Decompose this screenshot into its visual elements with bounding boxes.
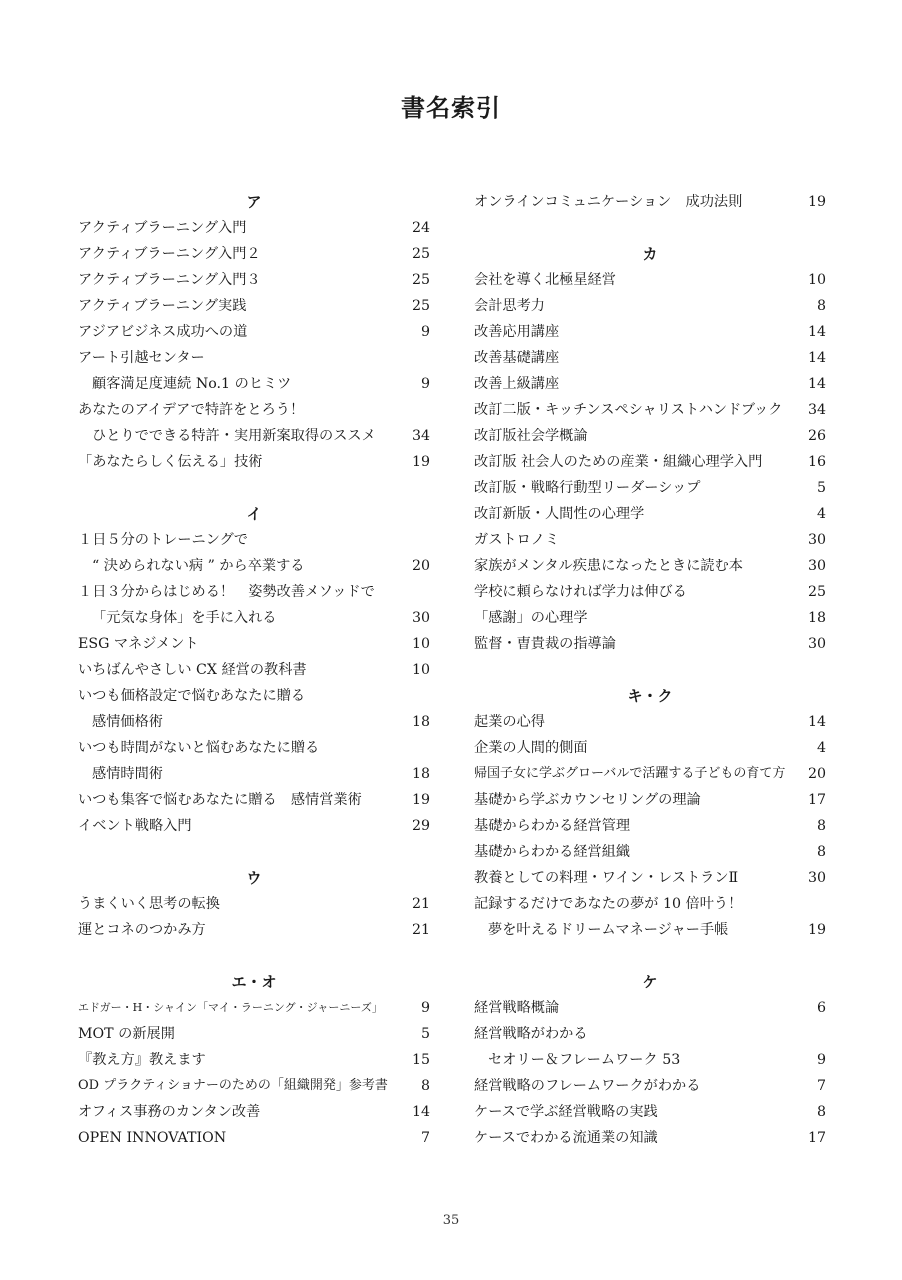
page-ref: 5	[816, 480, 826, 496]
book-title: 経営戦略がわかる	[474, 1026, 588, 1042]
index-entry	[474, 397, 826, 423]
page-ref: 9	[420, 324, 430, 340]
index-entry	[78, 215, 430, 241]
page-ref: 30	[807, 870, 826, 886]
index-entry	[78, 345, 430, 371]
book-title: 基礎からわかる経営組織	[474, 844, 631, 860]
index-entry	[78, 917, 430, 943]
index-entry	[474, 813, 826, 839]
page-ref	[390, 345, 430, 371]
page-ref	[390, 735, 430, 761]
index-entry	[474, 553, 826, 579]
index-entry	[474, 891, 826, 917]
book-title: アジアビジネス成功への道	[78, 324, 248, 340]
page-ref: 19	[807, 922, 826, 938]
page-ref: 29	[411, 818, 430, 834]
page-ref: 10	[807, 272, 826, 288]
index-entry	[78, 579, 430, 605]
book-title: 改訂版社会学概論	[474, 428, 588, 444]
page-ref: 30	[807, 558, 826, 574]
index-entry	[78, 293, 430, 319]
page-ref	[390, 527, 430, 553]
book-title: 学校に頼らなければ学力は伸びる	[474, 584, 687, 600]
index-entry	[78, 891, 430, 917]
book-title: オフィス事務のカンタン改善	[78, 1104, 261, 1120]
index-entry	[474, 865, 826, 891]
section-spacer	[78, 943, 430, 969]
page-ref	[786, 891, 826, 917]
page-ref: 7	[816, 1078, 826, 1094]
book-title: あなたのアイデアで特許をとろう！	[78, 402, 305, 418]
page-ref: 7	[420, 1130, 430, 1146]
page-ref: 18	[411, 714, 430, 730]
index-entry-continuation	[78, 423, 430, 449]
page-ref: 25	[807, 584, 826, 600]
index-entry	[78, 735, 430, 761]
page-ref: 16	[807, 454, 826, 470]
page-ref	[390, 397, 430, 423]
index-entry-continuation	[78, 371, 430, 397]
page-ref: 8	[420, 1078, 430, 1094]
page-ref: 15	[411, 1052, 430, 1068]
index-entry-continuation	[474, 917, 826, 943]
page-ref: 19	[807, 194, 826, 210]
book-title: エドガー・H・シャイン「マイ・ラーニング・ジャーニーズ」	[78, 1001, 383, 1014]
index-entry	[474, 1125, 826, 1151]
book-title: MOT の新展開	[78, 1026, 175, 1042]
book-title: OPEN INNOVATION	[78, 1130, 227, 1146]
section-heading: カ	[642, 245, 658, 263]
index-entry	[474, 839, 826, 865]
book-title: 経営戦略概論	[474, 1000, 560, 1016]
page-ref: 9	[420, 1000, 430, 1016]
page-ref: 20	[807, 766, 826, 782]
page-ref	[786, 1021, 826, 1047]
book-title: 夢を叶えるドリームマネージャー手帳	[488, 922, 729, 938]
page-ref: 4	[816, 506, 826, 522]
book-title: 企業の人間的側面	[474, 740, 588, 756]
index-entry	[78, 267, 430, 293]
book-title: 改善基礎講座	[474, 350, 560, 366]
index-entry	[78, 1047, 430, 1073]
book-title: イベント戦略入門	[78, 818, 192, 834]
book-title: 改善上級講座	[474, 376, 560, 392]
page-ref: 10	[411, 636, 430, 652]
index-entry-continuation	[474, 1047, 826, 1073]
index-entry	[474, 449, 826, 475]
book-title: 基礎から学ぶカウンセリングの理論	[474, 792, 701, 808]
index-entry	[78, 995, 430, 1021]
book-title: 「感謝」の心理学	[474, 610, 588, 626]
section-heading: ケ	[642, 973, 658, 991]
page-ref: 18	[807, 610, 826, 626]
page-ref	[390, 683, 430, 709]
book-title: 改訂新版・人間性の心理学	[474, 506, 645, 522]
book-title: 監督・曺貴裁の指導論	[474, 636, 616, 652]
page-ref: 30	[807, 532, 826, 548]
page-ref: 34	[807, 402, 826, 418]
page-ref: 24	[411, 220, 430, 236]
page-ref: 19	[411, 454, 430, 470]
index-entry	[78, 397, 430, 423]
index-entry	[78, 1099, 430, 1125]
page-ref: 21	[411, 896, 430, 912]
page-ref: 34	[411, 428, 430, 444]
page-ref: 25	[411, 272, 430, 288]
page-ref: 5	[420, 1026, 430, 1042]
index-entry	[78, 1021, 430, 1047]
page-ref: 14	[807, 376, 826, 392]
book-title: 改訂版・戦略行動型リーダーシップ	[474, 480, 701, 496]
page-number: 35	[442, 1213, 460, 1228]
book-title: いつも価格設定で悩むあなたに贈る	[78, 688, 306, 704]
book-title: 基礎からわかる経営管理	[474, 818, 631, 834]
page-ref: 9	[816, 1052, 826, 1068]
index-entry	[474, 319, 826, 345]
index-entry	[474, 501, 826, 527]
section-spacer	[474, 215, 826, 241]
book-title: 会計思考力	[474, 298, 545, 314]
page-ref: 18	[411, 766, 430, 782]
index-entry	[474, 1073, 826, 1099]
page-ref: 25	[411, 246, 430, 262]
index-entry	[474, 995, 826, 1021]
index-entry	[474, 423, 826, 449]
book-title: いちばんやさしい CX 経営の教科書	[78, 662, 307, 678]
book-title: OD プラクティショナーのための「組織開発」参考書	[78, 1078, 388, 1093]
index-entry	[474, 735, 826, 761]
section-spacer	[78, 839, 430, 865]
index-entry	[474, 475, 826, 501]
book-title: アクティブラーニング実践	[78, 298, 247, 314]
book-title: 改訂版 社会人のための産業・組織心理学入門	[474, 454, 763, 470]
book-title: １日３分からはじめる！ 姿勢改善メソッドで	[78, 584, 375, 600]
index-entry	[474, 579, 826, 605]
section-heading: エ・オ	[231, 973, 277, 991]
section-spacer	[474, 943, 826, 969]
page-ref: 8	[816, 844, 826, 860]
book-title: アート引越センター	[78, 350, 205, 366]
section-spacer	[78, 475, 430, 501]
index-entry-continuation	[78, 605, 430, 631]
index-entry	[78, 241, 430, 267]
page-ref: 30	[807, 636, 826, 652]
book-title: “ 決められない病 ” から卒業する	[92, 558, 305, 574]
index-entry	[474, 709, 826, 735]
page-ref: 14	[807, 350, 826, 366]
book-title: ひとりでできる特許・実用新案取得のススメ	[92, 428, 376, 444]
book-title: 起業の心得	[474, 714, 545, 730]
book-title: 改善応用講座	[474, 324, 560, 340]
page-title: 書名索引	[401, 94, 501, 122]
index-entry	[474, 1021, 826, 1047]
index-entry	[78, 1073, 430, 1099]
section-heading: キ・ク	[627, 687, 673, 705]
index-entry	[78, 319, 430, 345]
index-entry	[474, 371, 826, 397]
book-title: うまくいく思考の転換	[78, 896, 220, 912]
index-entry	[474, 631, 826, 657]
book-title: オンラインコミュニケーション 成功法則	[474, 194, 743, 210]
index-entry	[78, 657, 430, 683]
book-title: 記録するだけであなたの夢が 10 倍叶う！	[474, 896, 743, 912]
index-entry	[474, 267, 826, 293]
page-ref: 9	[420, 376, 430, 392]
book-title: 「あなたらしく伝える」技術	[78, 454, 263, 470]
page-ref: 21	[411, 922, 430, 938]
index-entry	[78, 813, 430, 839]
page-ref	[390, 579, 430, 605]
book-title: 感情時間術	[92, 766, 163, 782]
page-ref: 17	[807, 792, 826, 808]
page-ref: 14	[807, 324, 826, 340]
index-column-right	[474, 189, 826, 1151]
page-ref: 4	[816, 740, 826, 756]
book-title: セオリー＆フレームワーク 53	[488, 1052, 681, 1068]
page-ref: 17	[807, 1130, 826, 1146]
book-title: ESG マネジメント	[78, 636, 199, 652]
book-title: 感情価格術	[92, 714, 163, 730]
index-entry	[474, 345, 826, 371]
book-title: 運とコネのつかみ方	[78, 922, 206, 938]
page-ref: 14	[807, 714, 826, 730]
book-title: 改訂二版・キッチンスペシャリストハンドブック	[474, 402, 783, 418]
page-ref: 8	[816, 1104, 826, 1120]
section-spacer	[474, 657, 826, 683]
book-title: 『教え方』教えます	[78, 1052, 206, 1068]
page-ref: 8	[816, 298, 826, 314]
index-entry-continuation	[78, 761, 430, 787]
index-entry	[474, 605, 826, 631]
index-entry	[78, 683, 430, 709]
index-column-left	[78, 189, 430, 1151]
book-title: 会社を導く北極星経営	[474, 272, 616, 288]
book-title: 家族がメンタル疾患になったときに読む本	[474, 558, 743, 574]
index-entry	[474, 1099, 826, 1125]
index-entry	[78, 449, 430, 475]
page-ref: 20	[411, 558, 430, 574]
book-title: ガストロノミ	[474, 532, 560, 548]
book-title: ケースで学ぶ経営戦略の実践	[474, 1104, 658, 1120]
book-title: 顧客満足度連続 No.1 のヒミツ	[92, 376, 292, 392]
index-entry	[474, 189, 826, 215]
index-entry-continuation	[78, 709, 430, 735]
book-title: アクティブラーニング入門２	[78, 246, 261, 262]
index-entry	[78, 1125, 430, 1151]
section-heading: ウ	[246, 869, 262, 887]
book-title: 経営戦略のフレームワークがわかる	[474, 1078, 701, 1094]
page-ref: 14	[411, 1104, 430, 1120]
page-ref: 26	[807, 428, 826, 444]
index-entry	[78, 787, 430, 813]
page-ref: 8	[816, 818, 826, 834]
page-ref: 10	[411, 662, 430, 678]
page-ref: 25	[411, 298, 430, 314]
book-title: 教養としての料理・ワイン・レストランⅡ	[474, 870, 739, 886]
book-title: いつも集客で悩むあなたに贈る 感情営業術	[78, 792, 362, 808]
book-title: １日５分のトレーニングで	[78, 532, 248, 548]
book-title: いつも時間がないと悩むあなたに贈る	[78, 740, 320, 756]
index-entry	[474, 527, 826, 553]
book-title: ケースでわかる流通業の知識	[474, 1130, 658, 1146]
index-entry	[78, 631, 430, 657]
page-ref: 30	[411, 610, 430, 626]
page-ref: 6	[816, 1000, 826, 1016]
index-entry-continuation	[78, 553, 430, 579]
index-entry	[78, 527, 430, 553]
book-title: アクティブラーニング入門	[78, 220, 247, 236]
index-entry	[474, 293, 826, 319]
index-entry	[474, 787, 826, 813]
book-title: アクティブラーニング入門３	[78, 272, 261, 288]
section-heading: ア	[246, 193, 262, 211]
section-heading: イ	[246, 505, 262, 523]
index-entry	[474, 761, 826, 787]
page-ref: 19	[411, 792, 430, 808]
book-title: 帰国子女に学ぶグローバルで活躍する子どもの育て方	[474, 766, 786, 781]
book-title: 「元気な身体」を手に入れる	[92, 610, 277, 626]
